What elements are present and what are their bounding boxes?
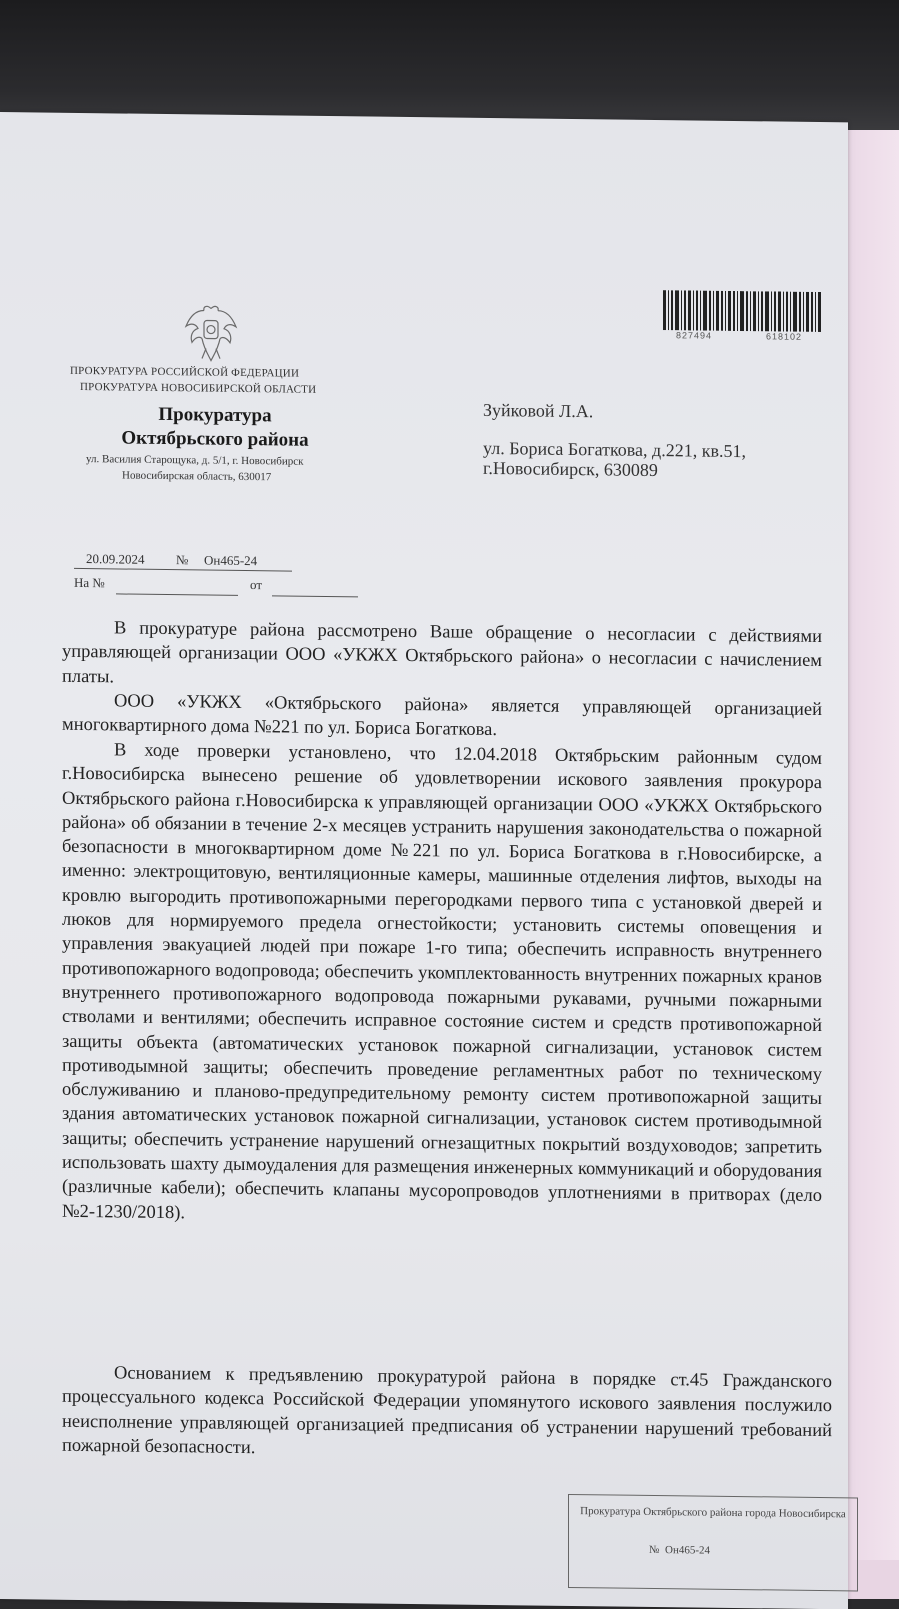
document-sheet <box>0 112 848 1609</box>
agency-line-regional: ПРОКУРАТУРА НОВОСИБИРСКОЙ ОБЛАСТИ <box>80 380 317 396</box>
body-paragraph-3: В ходе проверки установлено, что 12.04.2018 Октябрьским районным судом г.Новосибирска вынесено решение об удовлетворении искового заявления прокурора Октябрьского района г.Новосибирска к управляющей организации ООО «УКЖХ Октябрьского района» об обязании в течение 2-х месяцев устранить нарушения законодательства о пожарной безопасности в многоквартирном доме №221 по ул. Бориса Богаткова в г.Новосибирске, а именно: электрощитовую, вентиляционные камеры, машинные отделения лифтов, выходы на кровлю выгородить противопожарными перегородками первого типа с установкой дверей и люков для нормируемого предела огнестойкости; установить системы оповещения и управления эвакуацией людей при пожаре 1-го типа; обеспечить исправность внутреннего противопожарного водопровода; обеспечить укомплектованность внутренних пожарных кранов внутреннего противопожарного водопровода пожарными рукавами, ручными пожарными стволами и вентилями; обеспечить исправное состояние систем и средств противопожарной защиты объекта (автоматических установок пожарной сигнализации, установок систем противодымной защиты; обеспечить проведение регламентных работ по техническому обслуживанию и планово-предупредительному ремонту систем противопожарной защиты здания автоматических установок пожарной сигнализации, установок систем противодымной защиты; обеспечить устранение нарушений огнезащитных покрытий воздуховодов; запретить использовать шахту дымоудаления для размещения инженерных коммуникаций и оборудования (различные кабели); обеспечить клапаны мусоропроводов уплотнениями в притворах (дело №2-1230/2018). <box>62 740 822 1223</box>
letter-number-underline <box>74 568 292 572</box>
barcode-number-left: 827494 <box>676 330 713 341</box>
org-name-line2: Октябрьского района <box>121 427 309 451</box>
stamp-number-label: № <box>649 1543 660 1557</box>
body-paragraph-2: ООО «УКЖХ «Октябрьского района» является управляющей организацией многоквартирного дома №221 по ул. Бориса Богаткова. <box>62 691 822 741</box>
recipient-address-line1: ул. Бориса Богаткова, д.221, кв.51, <box>483 437 746 462</box>
body-paragraph-4: Основанием к предъявлению прокуратурой района в порядке ст.45 Гражданского процессуального кодекса Российской Федерации упомянутого искового заявления послужило неисполнение управляющей организацией предписания об устранении нарушений требований пожарной безопасности. <box>62 1363 832 1459</box>
stamp-number: Он465-24 <box>665 1544 710 1557</box>
reference-from-label: от <box>250 577 263 593</box>
letter-number-label: № <box>176 552 189 568</box>
registration-stamp <box>568 1494 858 1592</box>
stamp-title: Прокуратура Октябрьского района города Новосибирска <box>580 1505 846 1521</box>
body-paragraph-1: В прокуратуре района рассмотрено Ваше обращение о несогласии с действиями управляющей организации ООО «УКЖХ Октябрьского района» о несогласии с начислением платы. <box>62 618 822 687</box>
recipient-name: Зуйковой Л.А. <box>483 399 594 422</box>
recipient-address-line2: г.Новосибирск, 630089 <box>483 457 658 481</box>
org-address-line1: ул. Василия Старощука, д. 5/1, г. Новосибирск <box>86 453 304 468</box>
reference-underline <box>116 593 238 595</box>
barcode-number-right: 618102 <box>766 331 803 342</box>
reference-label: На № <box>74 574 105 591</box>
agency-line-federal: ПРОКУРАТУРА РОССИЙСКОЙ ФЕДЕРАЦИИ <box>70 364 300 380</box>
coat-of-arms-emblem <box>182 302 240 365</box>
barcode <box>663 290 823 332</box>
letter-number: Он465-24 <box>204 552 258 569</box>
letter-date: 20.09.2024 <box>86 551 145 567</box>
reference-date-underline <box>272 595 358 597</box>
org-name-line1: Прокуратура <box>158 403 272 427</box>
background-top <box>0 0 899 130</box>
org-address-line2: Новосибирская область, 630017 <box>122 469 272 484</box>
